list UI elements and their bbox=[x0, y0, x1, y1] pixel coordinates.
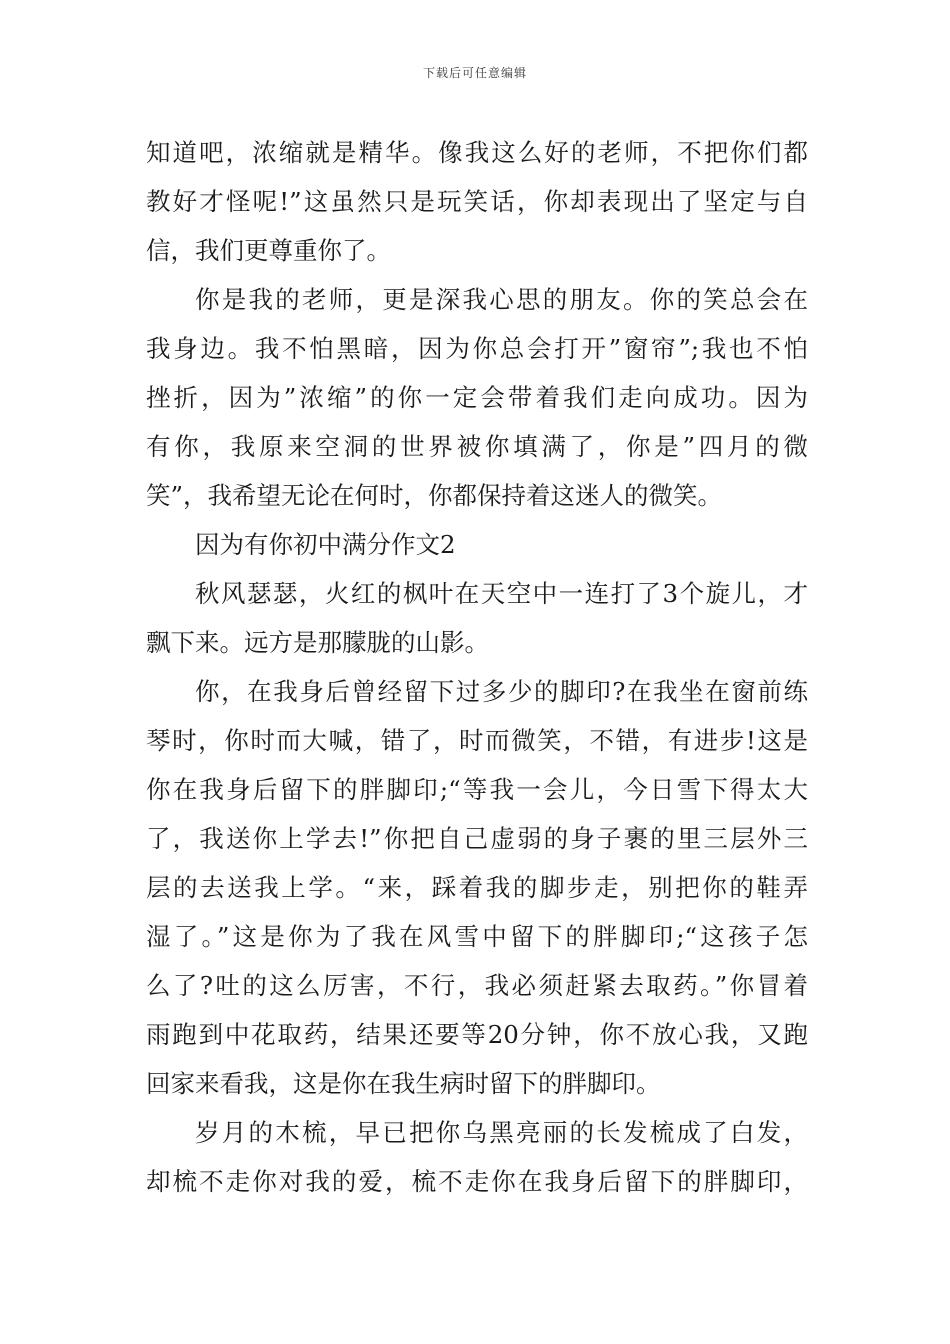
text-line: 知道吧，浓缩就是精华。像我这么好的老师，不把你们都 bbox=[146, 138, 808, 167]
text-line: 你，在我身后曾经留下过多少的脚印?在我坐在窗前练 bbox=[195, 677, 808, 706]
text-line: 有你，我原来空洞的世界被你填满了，你是”四月的微 bbox=[146, 432, 808, 461]
text-line: 你是我的老师，更是深我心思的朋友。你的笑总会在 bbox=[195, 285, 808, 314]
text-line: 岁月的木梳，早已把你乌黑亮丽的长发梳成了白发， bbox=[195, 1118, 808, 1147]
text-line: 信，我们更尊重你了。 bbox=[146, 236, 391, 265]
text-line: 挫折，因为”浓缩”的你一定会带着我们走向成功。因为 bbox=[146, 383, 808, 412]
text-line: 笑”，我希望无论在何时，你都保持着这迷人的微笑。 bbox=[146, 481, 723, 510]
text-line: 琴时，你时而大喊，错了，时而微笑，不错，有进步!这是 bbox=[146, 726, 808, 755]
text-line: 秋风瑟瑟，火红的枫叶在天空中一连打了3个旋儿，才 bbox=[195, 579, 808, 608]
text-line: 层的去送我上学。“来，踩着我的脚步走，别把你的鞋弄 bbox=[146, 873, 808, 902]
essay-body bbox=[146, 128, 808, 1206]
text-line: 你在我身后留下的胖脚印;“等我一会儿，今日雪下得太大 bbox=[146, 775, 808, 804]
text-line: 回家来看我，这是你在我生病时留下的胖脚印。 bbox=[146, 1069, 661, 1098]
text-line: 了，我送你上学去!”你把自己虚弱的身子裹的里三层外三 bbox=[146, 824, 808, 853]
text-line: 教好才怪呢!”这虽然只是玩笑话，你却表现出了坚定与自 bbox=[146, 187, 808, 216]
essay-title: 因为有你初中满分作文2 bbox=[195, 530, 456, 559]
text-line: 湿了。”这是你为了我在风雪中留下的胖脚印;“这孩子怎 bbox=[146, 922, 808, 951]
text-line: 雨跑到中花取药，结果还要等20分钟，你不放心我，又跑 bbox=[146, 1020, 808, 1049]
text-line: 飘下来。远方是那朦胧的山影。 bbox=[146, 628, 489, 657]
text-line: 却梳不走你对我的爱，梳不走你在我身后留下的胖脚印， bbox=[146, 1167, 808, 1196]
download-editable-note: 下载后可任意编辑 bbox=[422, 66, 527, 80]
text-line: 么了?吐的这么厉害，不行，我必须赶紧去取药。”你冒着 bbox=[146, 971, 808, 1000]
text-line: 我身边。我不怕黑暗，因为你总会打开”窗帘”;我也不怕 bbox=[146, 334, 808, 363]
